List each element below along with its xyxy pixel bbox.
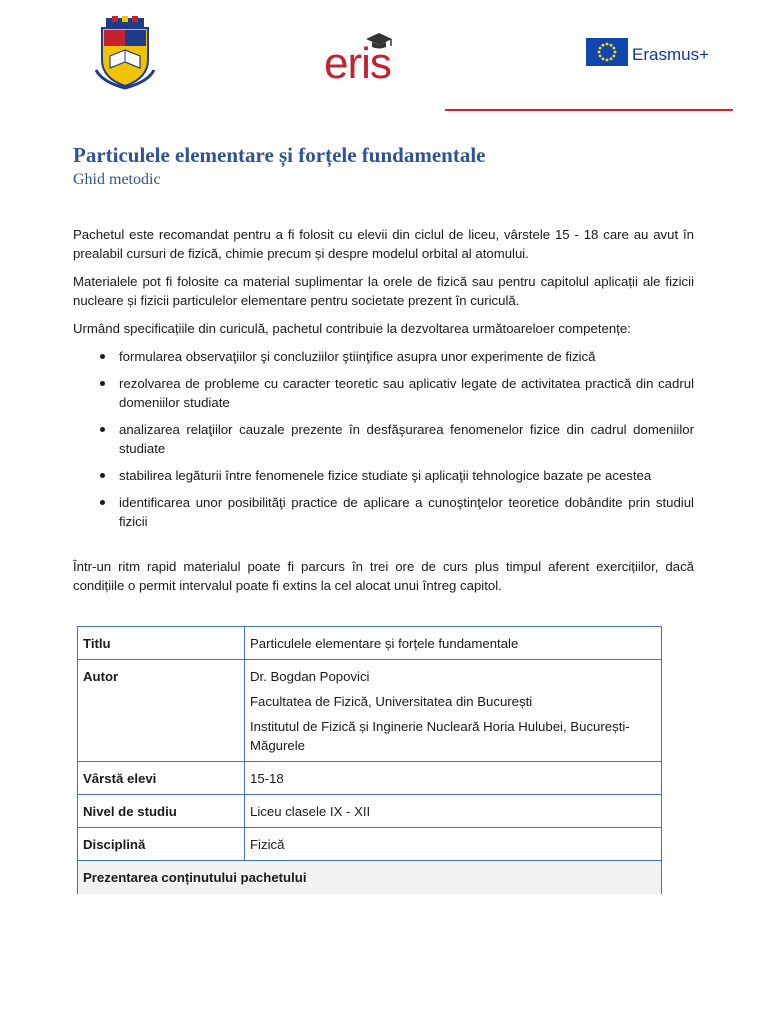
table-label: Nivel de studiu <box>78 795 245 828</box>
bullet-icon <box>100 473 105 478</box>
university-crest-icon <box>92 16 158 90</box>
table-section-header: Prezentarea conținutului pachetului <box>78 861 662 895</box>
erasmus-logo-text: Erasmus+ <box>632 45 709 64</box>
table-value <box>245 828 662 861</box>
table-label: Titlu <box>78 627 245 660</box>
table-value-line: Institutul de Fizică și Inginerie Nucleară Horia Hulubei, București-Măgurele <box>250 719 630 753</box>
document-subtitle: Ghid metodic <box>73 171 161 188</box>
table-value <box>245 660 662 762</box>
bullet-icon <box>100 354 105 359</box>
bullet-icon <box>100 381 105 386</box>
package-info-table <box>77 626 662 894</box>
schedule-paragraph: Într-un ritm rapid materialul poate fi parcurs în trei ore de curs plus timpul aferent exercițiilor, dacă condițiile o permit intervalul poate fi extins la cel alocat unui întreg capitol. <box>73 559 694 593</box>
list-item-text: formularea observaţiilor şi concluziilor ştiinţifice asupra unor experimente de fizică <box>119 349 596 364</box>
bullet-icon <box>100 427 105 432</box>
list-item <box>73 493 694 531</box>
table-row <box>78 627 662 660</box>
list-item-text: rezolvarea de probleme cu caracter teoretic sau aplicativ legate de activitatea practică din cadrul domeniilor studiate <box>119 376 694 410</box>
intro-paragraph: Pachetul este recomandat pentru a fi folosit cu elevii din ciclul de liceu, vârstele 15 - 18 care au avut în prealabil cursuri de fizică, chimie precum și despre modelul orbital al atomului. <box>73 227 694 261</box>
list-item-text: stabilirea legăturii între fenomenele fizice studiate şi aplicaţii tehnologice bazate pe acestea <box>119 468 652 483</box>
table-value-line: Liceu clasele IX - XII <box>250 804 371 819</box>
table-value <box>245 762 662 795</box>
list-item <box>73 347 694 366</box>
page-header <box>0 0 768 120</box>
table-label: Autor <box>78 660 245 762</box>
materials-paragraph: Materialele pot fi folosite ca material suplimentar la orele de fizică sau pentru capitolul aplicații ale fizicii nucleare și fizicii particulelor elementare pentru societate prezent în curiculă. <box>73 274 694 308</box>
list-item <box>73 374 694 412</box>
erasmus-logo <box>586 38 746 72</box>
eris-logo-text: eris <box>324 39 391 88</box>
table-section-row <box>78 861 662 895</box>
document-title: Particulele elementare și forțele fundamentale <box>73 143 486 167</box>
eu-flag-icon <box>586 38 628 66</box>
competences-list <box>73 347 694 531</box>
header-divider <box>445 109 733 111</box>
table-row <box>78 660 662 762</box>
bullet-icon <box>100 500 105 505</box>
table-value-line: Dr. Bogdan Popovici <box>250 669 370 684</box>
table-value-line: 15-18 <box>250 771 284 786</box>
table-row <box>78 828 662 861</box>
table-value-line: Facultatea de Fizică, Universitatea din București <box>250 694 533 709</box>
table-row <box>78 795 662 828</box>
table-value-line: Fizică <box>250 837 285 852</box>
document-body <box>73 225 694 604</box>
list-item-text: identificarea unor posibilităţi practice de aplicare a cunoştinţelor teoretice dobândite prin studiul fizicii <box>119 495 694 529</box>
table-row <box>78 762 662 795</box>
table-label: Disciplină <box>78 828 245 861</box>
table-value <box>245 795 662 828</box>
list-item <box>73 466 694 485</box>
table-label: Vârstă elevi <box>78 762 245 795</box>
eris-logo <box>322 28 418 92</box>
list-item-text: analizarea relaţiilor cauzale prezente în desfăşurarea fenomenelor fizice din cadrul domeniilor studiate <box>119 422 694 456</box>
table-value-line: Particulele elementare și forțele fundamentale <box>250 636 519 651</box>
table-value <box>245 627 662 660</box>
competences-intro: Urmând specificațiile din curiculă, pachetul contribuie la dezvoltarea următoareloer competențe: <box>73 321 631 336</box>
list-item <box>73 420 694 458</box>
